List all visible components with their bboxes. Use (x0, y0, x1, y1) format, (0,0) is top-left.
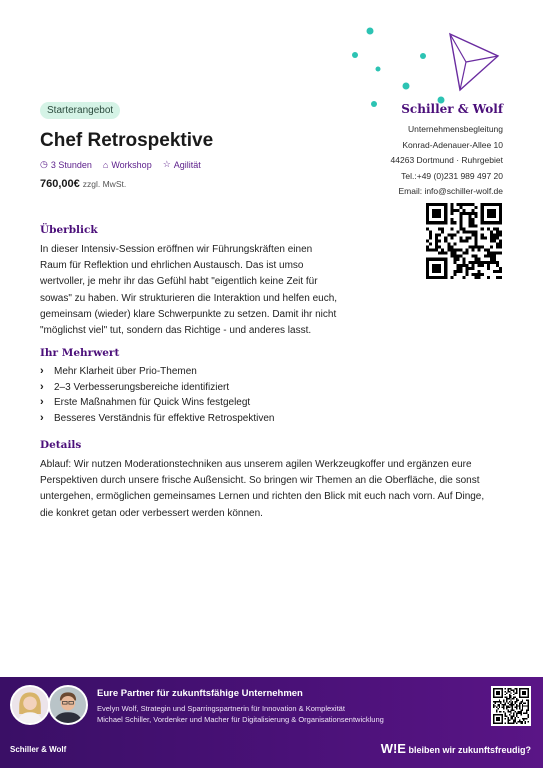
footer (0, 677, 543, 768)
meta-duration-label: 3 Stunden (50, 159, 92, 170)
company-city: 44263 Dortmund · Ruhrgebiet (390, 155, 503, 166)
company-phone[interactable]: Tel.:+49 (0)231 989 497 20 (401, 170, 503, 181)
details-heading: Details (40, 439, 82, 451)
star-icon: ☆ (162, 159, 171, 169)
clock-icon: ◷ (40, 159, 48, 169)
company-street: Konrad-Adenauer-Allee 10 (402, 139, 503, 150)
avatar-evelyn-wolf (10, 685, 50, 725)
company-info (391, 102, 503, 200)
footer-slogan (381, 741, 531, 756)
details-line: Perspektiven durch unsere frische Außensicht. So bringen wir Themen an die Oberfläche, die sonst (40, 475, 480, 487)
company-name: Schiller & Wolf (401, 102, 503, 116)
price (40, 178, 126, 190)
meta-format (103, 159, 152, 170)
list-item-label: 2–3 Verbesserungsbereiche identifiziert (54, 381, 230, 393)
details-line: Ablauf: Wir nutzen Moderationstechniken aus unserem agilen Werkzeugkoffer und ergänzen eure (40, 459, 472, 470)
overview-heading: Überblick (40, 224, 98, 236)
offer-meta (40, 159, 201, 170)
overview-line: sowas" zu haben. Wir strukturieren die Interaktion und helfen euch, (40, 292, 338, 304)
meta-format-label: Workshop (111, 159, 152, 170)
footer-line-michael: Michael Schiller, Vordenker und Macher für Digitalisierung & Organisationsentwicklung (97, 715, 384, 724)
qr-code (426, 203, 502, 279)
value-heading: Ihr Mehrwert (40, 347, 120, 359)
slogan-text: bleiben wir zukunftsfreudig? (405, 745, 531, 755)
workshop-icon: ⌂ (102, 159, 109, 170)
chevron-right-icon: › (40, 396, 44, 408)
details-line: die konkret getan oder verbessert werden können. (40, 507, 263, 519)
overview-line: In dieser Intensiv-Session eröffnen wir Führungskräften einen (40, 244, 313, 255)
chevron-right-icon: › (40, 365, 44, 377)
avatar-michael-schiller (48, 685, 88, 725)
list-item (40, 395, 274, 411)
overview-line: gemeinsam (wieder) klare Schwerpunkte zu setzen. Damit ihr nicht (40, 308, 337, 320)
avatar-group (10, 685, 88, 725)
list-item-label: Erste Maßnahmen für Quick Wins festgelegt (54, 397, 251, 408)
chevron-right-icon: › (40, 411, 44, 424)
meta-topic (163, 159, 201, 170)
list-item-label: Mehr Klarheit über Prio-Themen (54, 366, 197, 377)
meta-topic-label: Agilität (173, 159, 201, 170)
price-amount: 760,00€ (40, 178, 80, 190)
list-item (40, 364, 274, 380)
footer-line-evelyn: Evelyn Wolf, Strategin und Sparringspartnerin für Innovation & Komplexität (97, 704, 345, 713)
company-email[interactable]: Email: info@schiller-wolf.de (398, 186, 503, 197)
footer-qr-code (491, 686, 531, 726)
meta-duration (40, 159, 92, 170)
overview-line: "möglichst viel" tut, sondern das Richtige - und anderes lasst. (40, 325, 312, 337)
list-item (40, 380, 274, 396)
company-tagline: Unternehmensbegleitung (408, 124, 503, 134)
details-line: untergehen, ermöglichen gemeinsames Lernen und richten den Blick mit euch nach vorn. Auf Dinge, (40, 491, 485, 503)
list-item-label: Besseres Verständnis für effektive Retrospektiven (54, 412, 275, 424)
footer-headline: Eure Partner für zukunftsfähige Unternehmen (97, 688, 303, 699)
price-note: zzgl. MwSt. (82, 179, 127, 189)
overview-line: Raum für Reflektion und ehrlichen Austausch. Das ist umso (40, 260, 304, 272)
page-title: Chef Retrospektive (40, 130, 214, 151)
overview-text (40, 242, 337, 339)
offer-badge: Starterangebot (40, 102, 120, 119)
value-list (40, 364, 274, 426)
footer-brand: Schiller & Wolf (10, 745, 67, 754)
slogan-we: W!E (380, 741, 406, 756)
chevron-right-icon: › (40, 380, 44, 393)
list-item (40, 411, 274, 427)
overview-line: wertvoller, je mehr ihr das Gefühl habt "eigentlich keine Zeit für (40, 276, 318, 288)
details-text (40, 457, 484, 522)
